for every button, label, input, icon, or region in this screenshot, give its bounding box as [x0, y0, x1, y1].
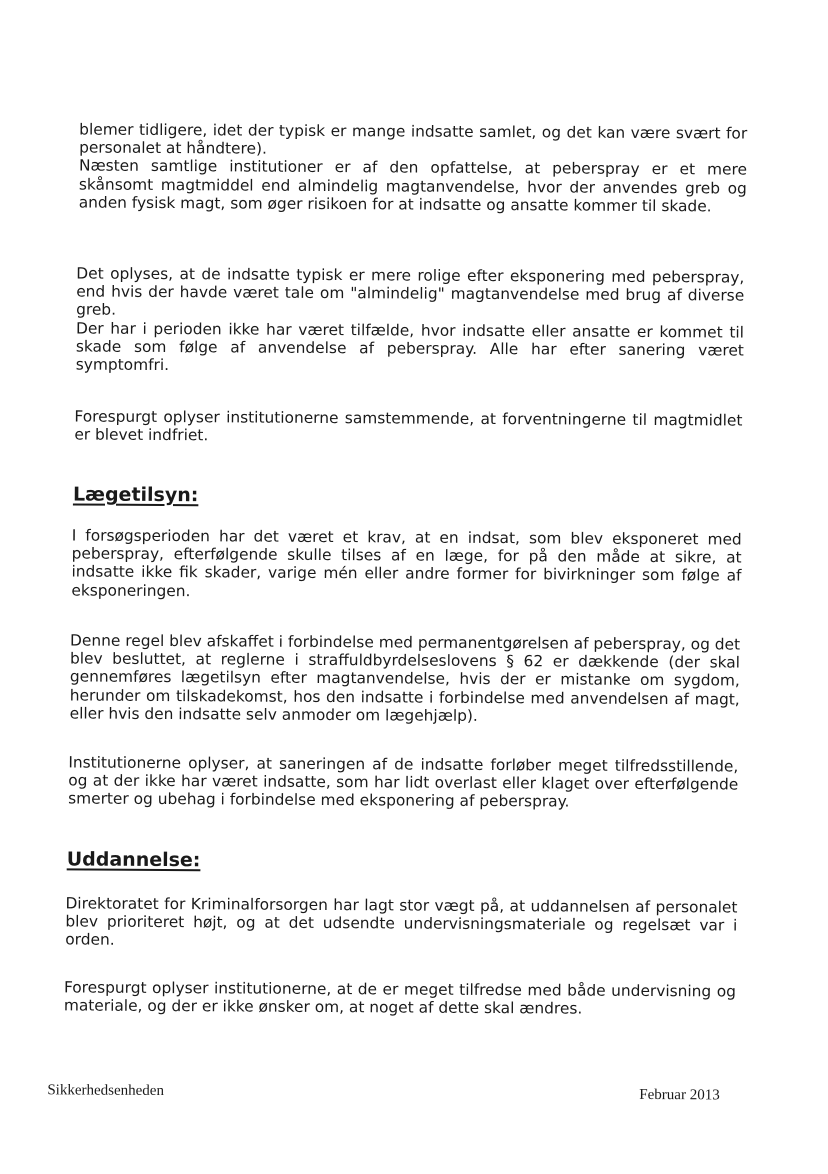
- section-heading-laegetilsyn: Lægetilsyn:: [72, 483, 199, 507]
- paragraph-3: Forespurgt oplyser institutionerne samstemmende, at forventningerne til magtmidlet er blevet indfriet.: [74, 407, 743, 445]
- footer-date: Februar 2013: [639, 1086, 720, 1104]
- laegetilsyn-paragraph-2: Denne regel blev afskaffet i forbindelse med permanentgørelsen af peberspray, og det blev besluttet, at reglerne i straffuldbyrdelseslovens § 62 er dækkende (der skal gennemføres lægetilsyn efter magtanvendelse, hvis der er mistanke om sygdom, herunder om tilskadekomst, hos den indsatte i forbindelse med anvendelsen af magt, eller hvis den indsatte selv anmoder om lægehjælp).: [69, 631, 741, 725]
- footer-department: Sikkerhedsenheden: [47, 1082, 165, 1100]
- laegetilsyn-paragraph-3: Institutionerne oplyser, at saneringen af de indsatte forløber meget tilfredsstillende, og at der ikke har været indsatte, som har lidt overlast eller klaget over efterfølgende smerter og ubehag i forbindelse med eksponering af peberspray.: [68, 753, 739, 811]
- uddannelse-paragraph-1: Direktoratet for Kriminalforsorgen har lagt stor vægt på, at uddannelsen af personalet blev prioriteret højt, og at det udsendte undervisningsmateriale og regelsæt var i orden.: [65, 894, 738, 950]
- paragraph-2: Det oplyses, at de indsatte typisk er mere rolige efter eksponering med peberspray, end hvis der havde været tale om "almindelig" magtanvendelse med brug af diverse greb. Der har i perioden ikke har været tilfælde, hvor indsatte eller ansatte er kommet til skade som følge af anvendelse af peberspray. Alle har efter sanering været symptomfri.: [75, 264, 745, 375]
- paragraph-1: blemer tidligere, idet der typisk er mange indsatte samlet, og det kan være svært for personalet at håndtere). Næsten samtlige institutioner er af den opfattelse, at peberspray er et mere skånsomt magtmiddel end almindelig magtanvendelse, hvor der anvendes greb og anden fysisk magt, som øger risikoen for at indsatte og ansatte kommer til skade.: [78, 120, 748, 216]
- section-heading-uddannelse: Uddannelse:: [66, 848, 201, 872]
- laegetilsyn-paragraph-1: I forsøgsperioden har det været et krav, at en indsat, som blev eksponeret med peberspray, efterfølgende skulle tilses af en læge, for på den måde at sikre, at indsatte ikke fik skader, varige mén eller andre former for bivirkninger som følge af eksponeringen.: [71, 526, 742, 600]
- uddannelse-paragraph-2: Forespurgt oplyser institutionerne, at de er meget tilfredse med både undervisning og materiale, og der er ikke ønsker om, at noget af dette skal ændres.: [63, 978, 737, 1018]
